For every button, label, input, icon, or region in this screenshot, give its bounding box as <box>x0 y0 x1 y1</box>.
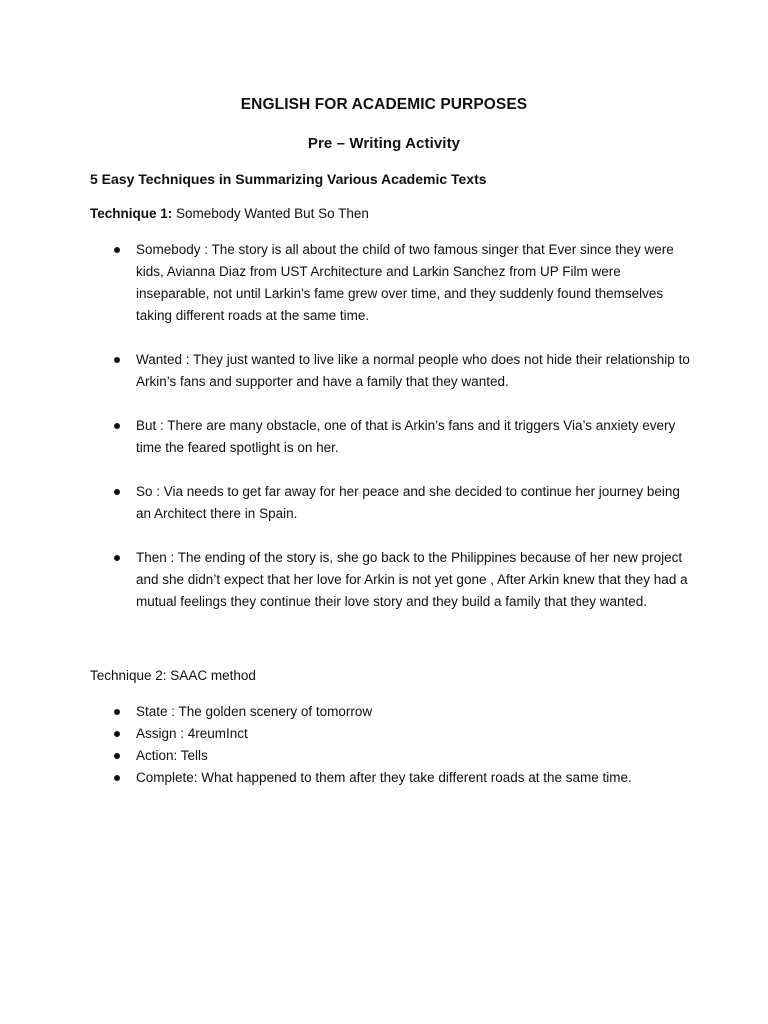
technique-1-heading <box>90 206 369 221</box>
technique-1-list <box>90 239 690 635</box>
technique-2-heading: Technique 2: SAAC method <box>90 668 256 683</box>
list-item-text: Somebody : The story is all about the child of two famous singer that Ever since they were kids, Avianna Diaz from UST Architecture and Larkin Sanchez from UP Film were inseparable, not until Larkin's fame grew over time, and they suddenly found themselves taking different roads at the same time. <box>136 242 674 323</box>
list-item <box>90 767 690 789</box>
list-item <box>90 415 690 459</box>
list-item-text: Complete: What happened to them after they take different roads at the same time. <box>136 770 632 785</box>
bullet-icon <box>114 555 120 561</box>
bullet-icon <box>114 709 120 715</box>
bullet-icon <box>114 423 120 429</box>
list-item <box>90 701 690 723</box>
list-item <box>90 547 690 613</box>
bullet-icon <box>114 247 120 253</box>
list-item <box>90 745 690 767</box>
bullet-icon <box>114 731 120 737</box>
list-item-text: So : Via needs to get far away for her peace and she decided to continue her journey being an Architect there in Spain. <box>136 484 680 521</box>
list-item-text: Wanted : They just wanted to live like a normal people who does not hide their relationship to Arkin’s fans and supporter and have a family that they wanted. <box>136 352 690 389</box>
bullet-icon <box>114 357 120 363</box>
list-item-text: Assign : 4reumInct <box>136 726 248 741</box>
technique-1-label: Technique 1: <box>90 206 173 221</box>
bullet-icon <box>114 489 120 495</box>
list-item <box>90 723 690 745</box>
bullet-icon <box>114 753 120 759</box>
list-item-text: But : There are many obstacle, one of that is Arkin’s fans and it triggers Via’s anxiety every time the feared spotlight is on her. <box>136 418 676 455</box>
list-item-text: State : The golden scenery of tomorrow <box>136 704 373 719</box>
technique-1-name: Somebody Wanted But So Then <box>176 206 369 221</box>
list-item-text: Then : The ending of the story is, she go back to the Philippines because of her new project and she didn’t expect that her love for Arkin is not yet gone , After Arkin knew that they had a mutual feelings they continue their love story and they build a family that they wanted. <box>136 550 688 609</box>
list-item <box>90 481 690 525</box>
list-item <box>90 239 690 327</box>
document-title: ENGLISH FOR ACADEMIC PURPOSES <box>240 96 528 113</box>
section-heading: 5 Easy Techniques in Summarizing Various Academic Texts <box>90 171 487 187</box>
list-item-text: Action: Tells <box>136 748 208 763</box>
technique-2-list <box>90 701 690 789</box>
activity-title: Pre – Writing Activity <box>307 135 461 152</box>
list-item <box>90 349 690 393</box>
bullet-icon <box>114 775 120 781</box>
